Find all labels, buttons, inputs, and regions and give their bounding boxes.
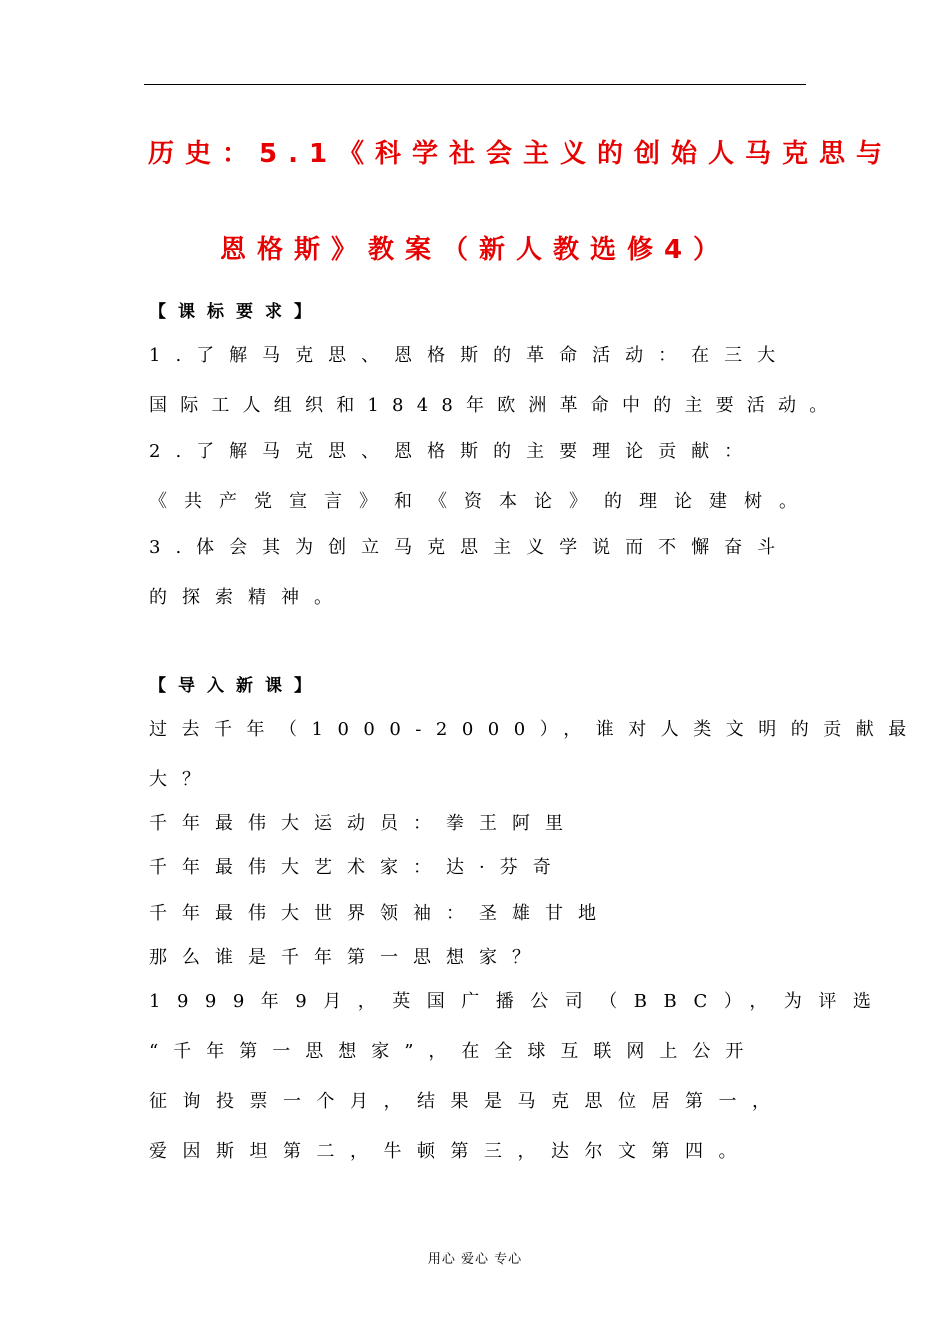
paragraph-line: 那么谁是千年第一思想家？ xyxy=(149,947,545,968)
section-heading-intro: 【导入新课】 xyxy=(149,676,323,696)
paragraph-line: 3.体会其为创立马克思主义学说而不懈奋斗 xyxy=(149,537,791,558)
paragraph-line: 千年最伟大运动员：拳王阿里 xyxy=(149,813,578,834)
paragraph-line: 《共产党宣言》和《资本论》的理论建树。 xyxy=(149,491,814,512)
paragraph-line: 2.了解马克思、恩格斯的主要理论贡献： xyxy=(149,441,758,462)
paragraph-line: 爱因斯坦第二，牛顿第三，达尔文第四。 xyxy=(149,1141,752,1162)
header-rule xyxy=(144,84,806,85)
paragraph-line: 的探索精神。 xyxy=(149,587,347,608)
section-heading-requirements: 【课标要求】 xyxy=(149,302,323,322)
paragraph-line: “千年第一思想家”，在全球互联网上公开 xyxy=(149,1041,759,1062)
page-footer: 用心 爱心 专心 xyxy=(427,1252,523,1267)
paragraph-line: 过去千年（1000-2000），谁对人类文明的贡献最 xyxy=(149,719,921,740)
paragraph-line: 征询投票一个月，结果是马克思位居第一， xyxy=(149,1091,786,1112)
paragraph-line: 国际工人组织和1848年欧洲革命中的主要活动。 xyxy=(149,395,841,416)
paragraph-line: 千年最伟大艺术家：达·芬奇 xyxy=(149,857,566,878)
document-title-line-2: 恩格斯》教案（新人教选修4） xyxy=(219,235,731,265)
paragraph-line: 1999年9月，英国广播公司（BBC），为评选 xyxy=(149,991,888,1012)
paragraph-line: 大？ xyxy=(149,769,215,790)
paragraph-line: 1.了解马克思、恩格斯的革命活动：在三大 xyxy=(149,345,791,366)
document-title-line-1: 历史：5.1《科学社会主义的创始人马克思与 xyxy=(148,139,894,169)
paragraph-line: 千年最伟大世界领袖：圣雄甘地 xyxy=(149,903,611,924)
